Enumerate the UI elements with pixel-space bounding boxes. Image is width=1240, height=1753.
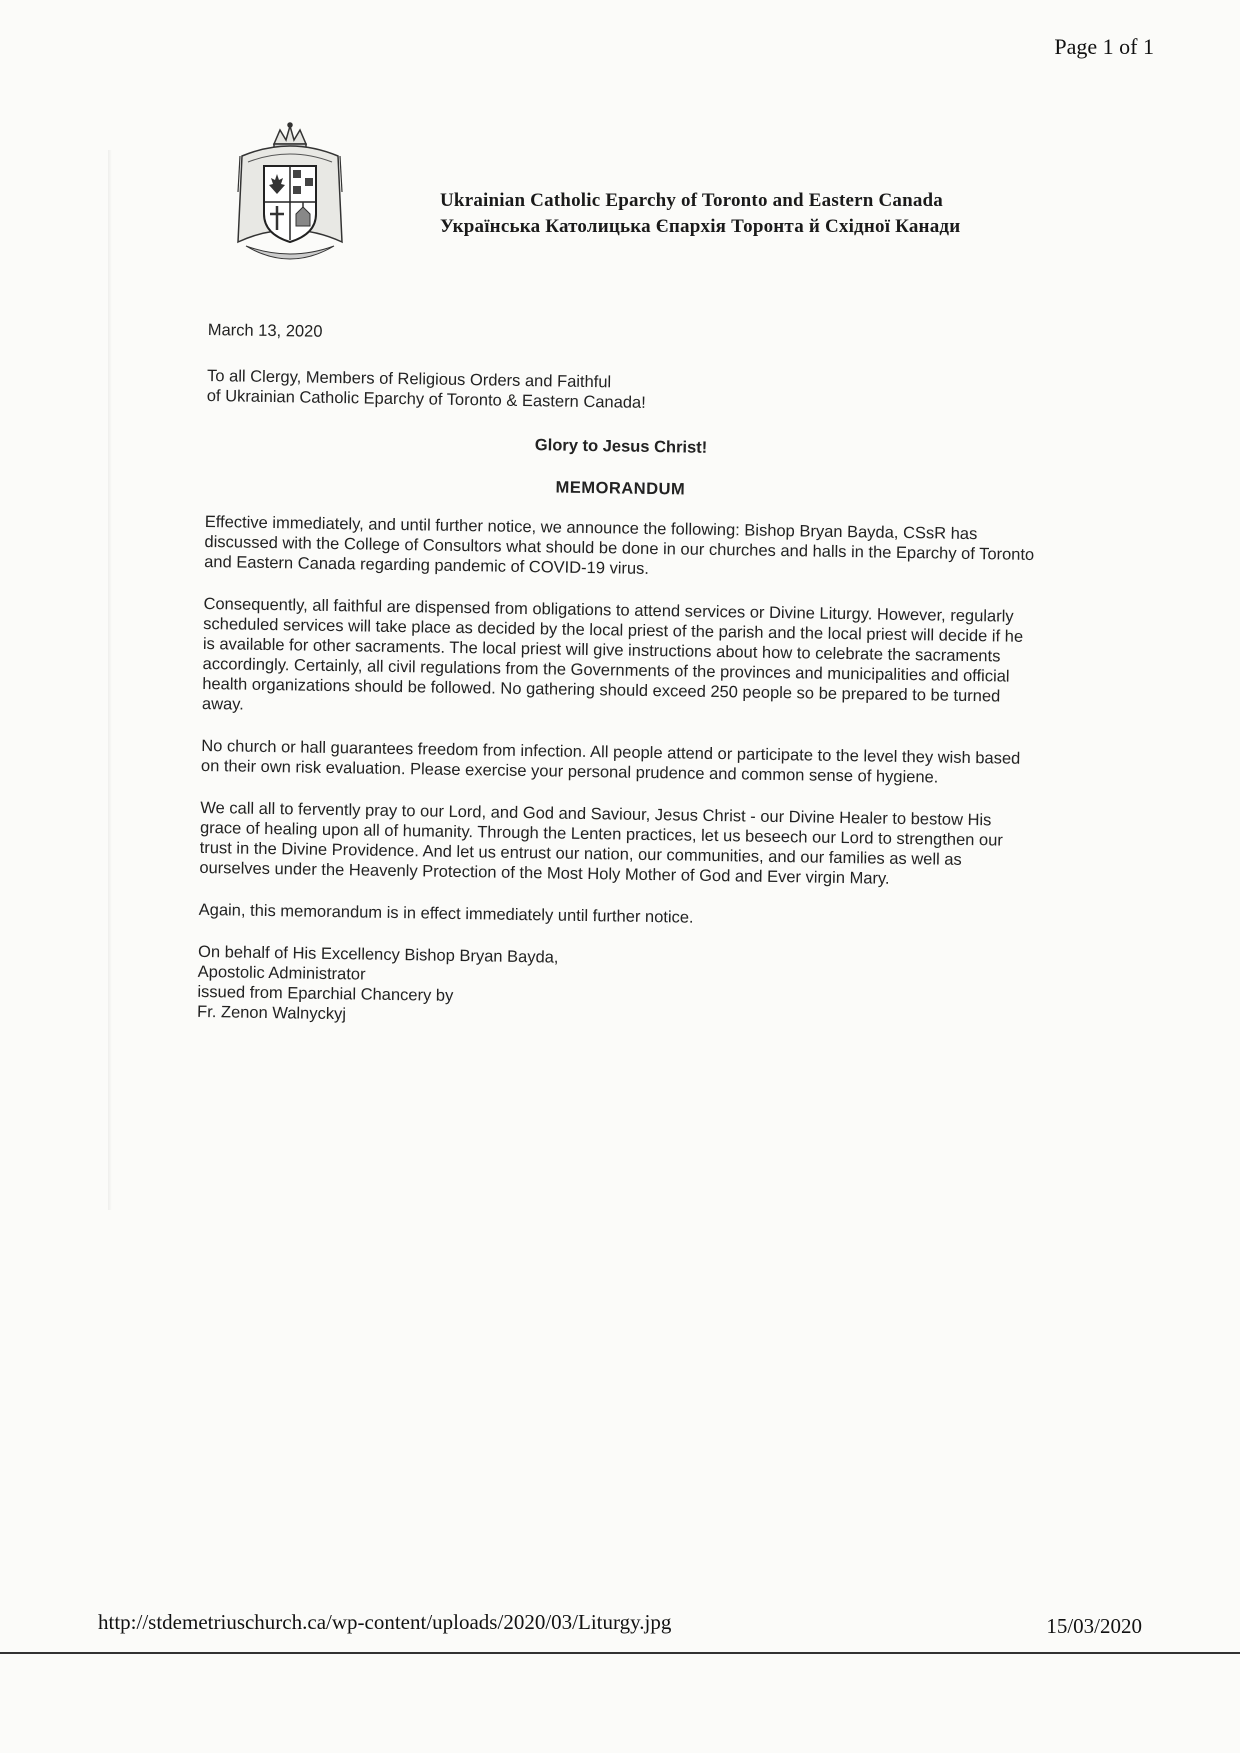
- letter-body: [197, 320, 1038, 1035]
- paragraph-infection-risk: No church or hall guarantees freedom from infection. All people attend or participate to the level they wish based on their own risk evaluation. Please exercise your personal prudence and common sense of hygiene.: [200, 736, 1021, 787]
- paragraph-dispensation: Consequently, all faithful are dispensed from obligations to attend services or Divine Liturgy. However, regularly scheduled services will take place as decided by the local priest of the parish and the local priest will decide if he is available for other sacraments. The local priest will give instructions about how to celebrate the sacraments accordingly. Certainly, all civil regulations from the Governments of the provinces and municipalities and official health organizations should be followed. No gathering should exceed 250 people so be prepared to be turned away.: [201, 594, 1024, 714]
- eparchy-name-english: Ukrainian Catholic Eparchy of Toronto and Eastern Canada: [440, 190, 944, 211]
- salutation-line: of Ukrainian Catholic Eparchy of Toronto & Eastern Canada!: [206, 386, 646, 412]
- signature-line: Apostolic Administrator: [197, 962, 366, 984]
- salutation-line: To all Clergy, Members of Religious Orders and Faithful: [206, 366, 612, 392]
- signature-line: issued from Eparchial Chancery by: [197, 982, 454, 1005]
- letterhead: [440, 190, 1100, 238]
- signature-line: Fr. Zenon Walnyckyj: [196, 1002, 347, 1024]
- greeting: Glory to Jesus Christ!: [534, 436, 708, 457]
- eparchy-name-ukrainian: Українська Католицька Єпархія Торонта й Східної Канади: [440, 216, 961, 237]
- footer-print-date: 15/03/2020: [1046, 1614, 1142, 1638]
- eparchy-coat-of-arms-icon: [228, 122, 352, 272]
- closing-statement: Again, this memorandum is in effect immediately until further notice.: [198, 900, 694, 927]
- signature-line: On behalf of His Excellency Bishop Bryan Bayda,: [197, 942, 559, 967]
- scan-shadow-edge: [108, 150, 112, 1210]
- salutation: [207, 366, 1038, 419]
- page-number: Page 1 of 1: [1054, 34, 1154, 59]
- memo-title: MEMORANDUM: [555, 478, 686, 499]
- footer-divider: [0, 1652, 1240, 1654]
- paragraph-prayer: We call all to fervently pray to our Lord, and God and Saviour, Jesus Christ - our Divine Healer to bestow His grace of healing upon all of humanity. Through the Lenten practices, let us beseech our Lord to strengthen our trust in the Divine Providence. And let us entrust our nation, our communities, and our families as well as ourselves under the Heavenly Protection of the Most Holy Mother of God and Ever virgin Mary.: [199, 798, 1003, 888]
- paragraph-announcement: Effective immediately, and until further notice, we announce the following: Bishop Bryan Bayda, CSsR has discussed with the College of Consultors what should be done in our churches and halls in the Eparchy of Toronto and Eastern Canada regarding pandemic of COVID-19 virus.: [204, 512, 1035, 578]
- letter-date: March 13, 2020: [207, 320, 323, 341]
- footer-source-url: http://stdemetriuschurch.ca/wp-content/uploads/2020/03/Liturgy.jpg: [98, 1610, 672, 1634]
- signature-block: [197, 942, 1028, 1035]
